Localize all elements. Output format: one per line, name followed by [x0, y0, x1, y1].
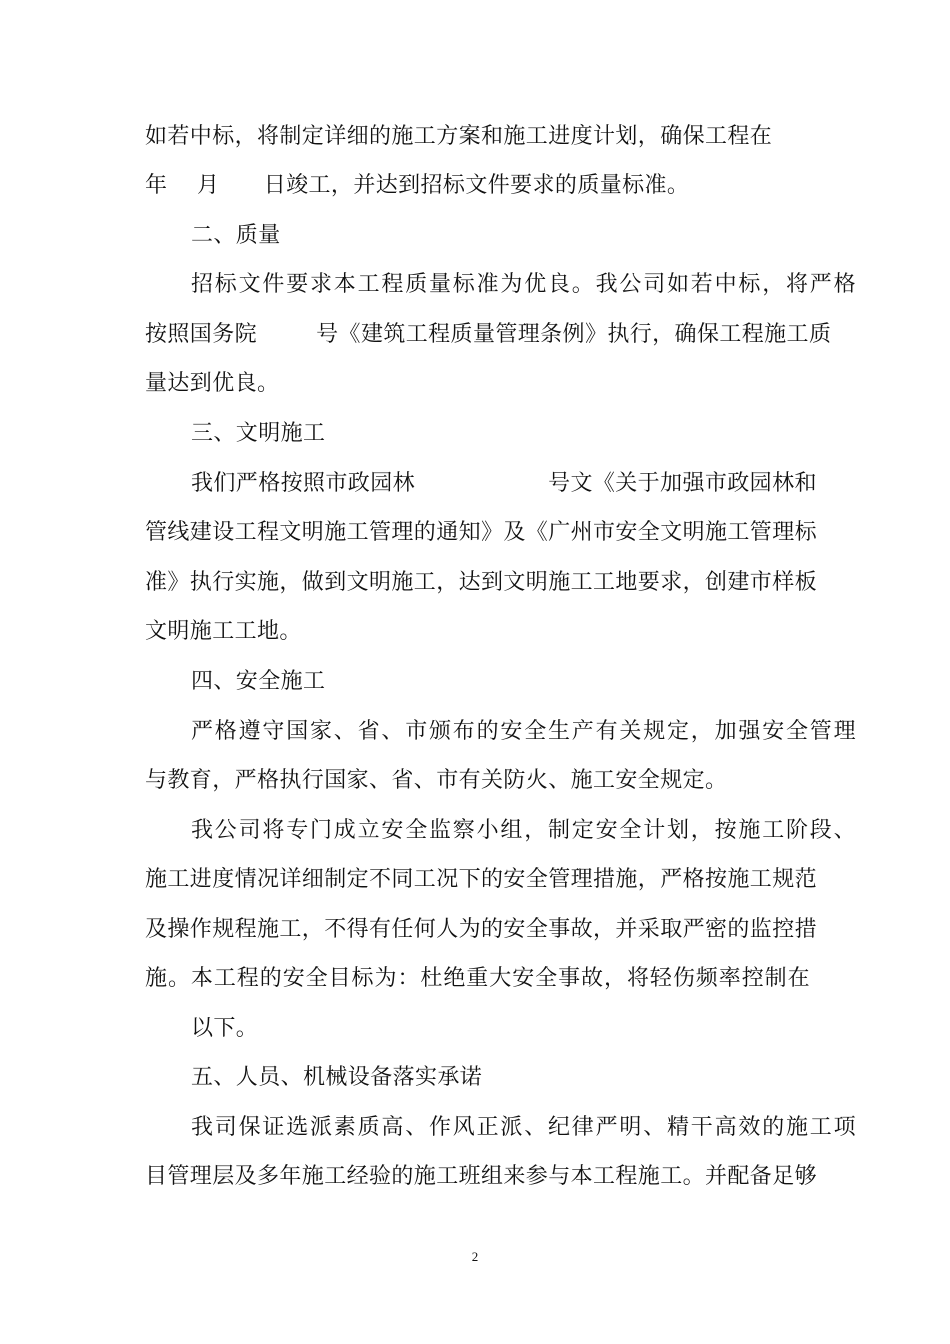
body-text-line: 准》执行实施，做到文明施工，达到文明施工工地要求，创建市样板	[145, 570, 818, 595]
body-text-line: 年 月 日竣工，并达到招标文件要求的质量标准。	[145, 173, 690, 198]
body-text-line: 及操作规程施工，不得有任何人为的安全事故，并采取严密的监控措	[145, 917, 818, 942]
section-heading-personnel-equipment: 五、人员、机械设备落实承诺	[191, 1065, 483, 1090]
body-text-line: 招标文件要求本工程质量标准为优良。我公司如若中标，将严格	[191, 272, 856, 297]
body-text-line: 如若中标，将制定详细的施工方案和施工进度计划，确保工程在	[145, 124, 773, 149]
section-heading-safety: 四、安全施工	[191, 669, 326, 694]
body-text-line: 管线建设工程文明施工管理的通知》及《广州市安全文明施工管理标	[145, 520, 818, 545]
body-text-line: 我司保证选派素质高、作风正派、纪律严明、精干高效的施工项	[191, 1115, 856, 1140]
page-number: 2	[471, 1249, 479, 1264]
body-text-line: 目管理层及多年施工经验的施工班组来参与本工程施工。并配备足够	[145, 1164, 818, 1189]
body-text-line: 施工进度情况详细制定不同工况下的安全管理措施，严格按施工规范	[145, 867, 818, 892]
body-text-line: 严格遵守国家、省、市颁布的安全生产有关规定，加强安全管理	[191, 719, 856, 744]
body-text-line: 我们严格按照市政园林 号文《关于加强市政园林和	[191, 471, 817, 496]
body-text-line: 量达到优良。	[145, 371, 280, 396]
section-heading-quality: 二、质量	[191, 223, 281, 248]
body-text-line: 文明施工工地。	[145, 619, 302, 644]
body-text-line: 我公司将专门成立安全监察小组，制定安全计划，按施工阶段、	[191, 818, 856, 843]
body-text-line: 与教育，严格执行国家、省、市有关防火、施工安全规定。	[145, 768, 728, 793]
section-heading-civilized-construction: 三、文明施工	[191, 421, 326, 446]
body-text-line: 以下。	[191, 1016, 259, 1041]
body-text-line: 按照国务院 号《建筑工程质量管理条例》执行，确保工程施工质	[145, 322, 832, 347]
body-text-line: 施。本工程的安全目标为：杜绝重大安全事故，将轻伤频率控制在	[145, 966, 810, 991]
